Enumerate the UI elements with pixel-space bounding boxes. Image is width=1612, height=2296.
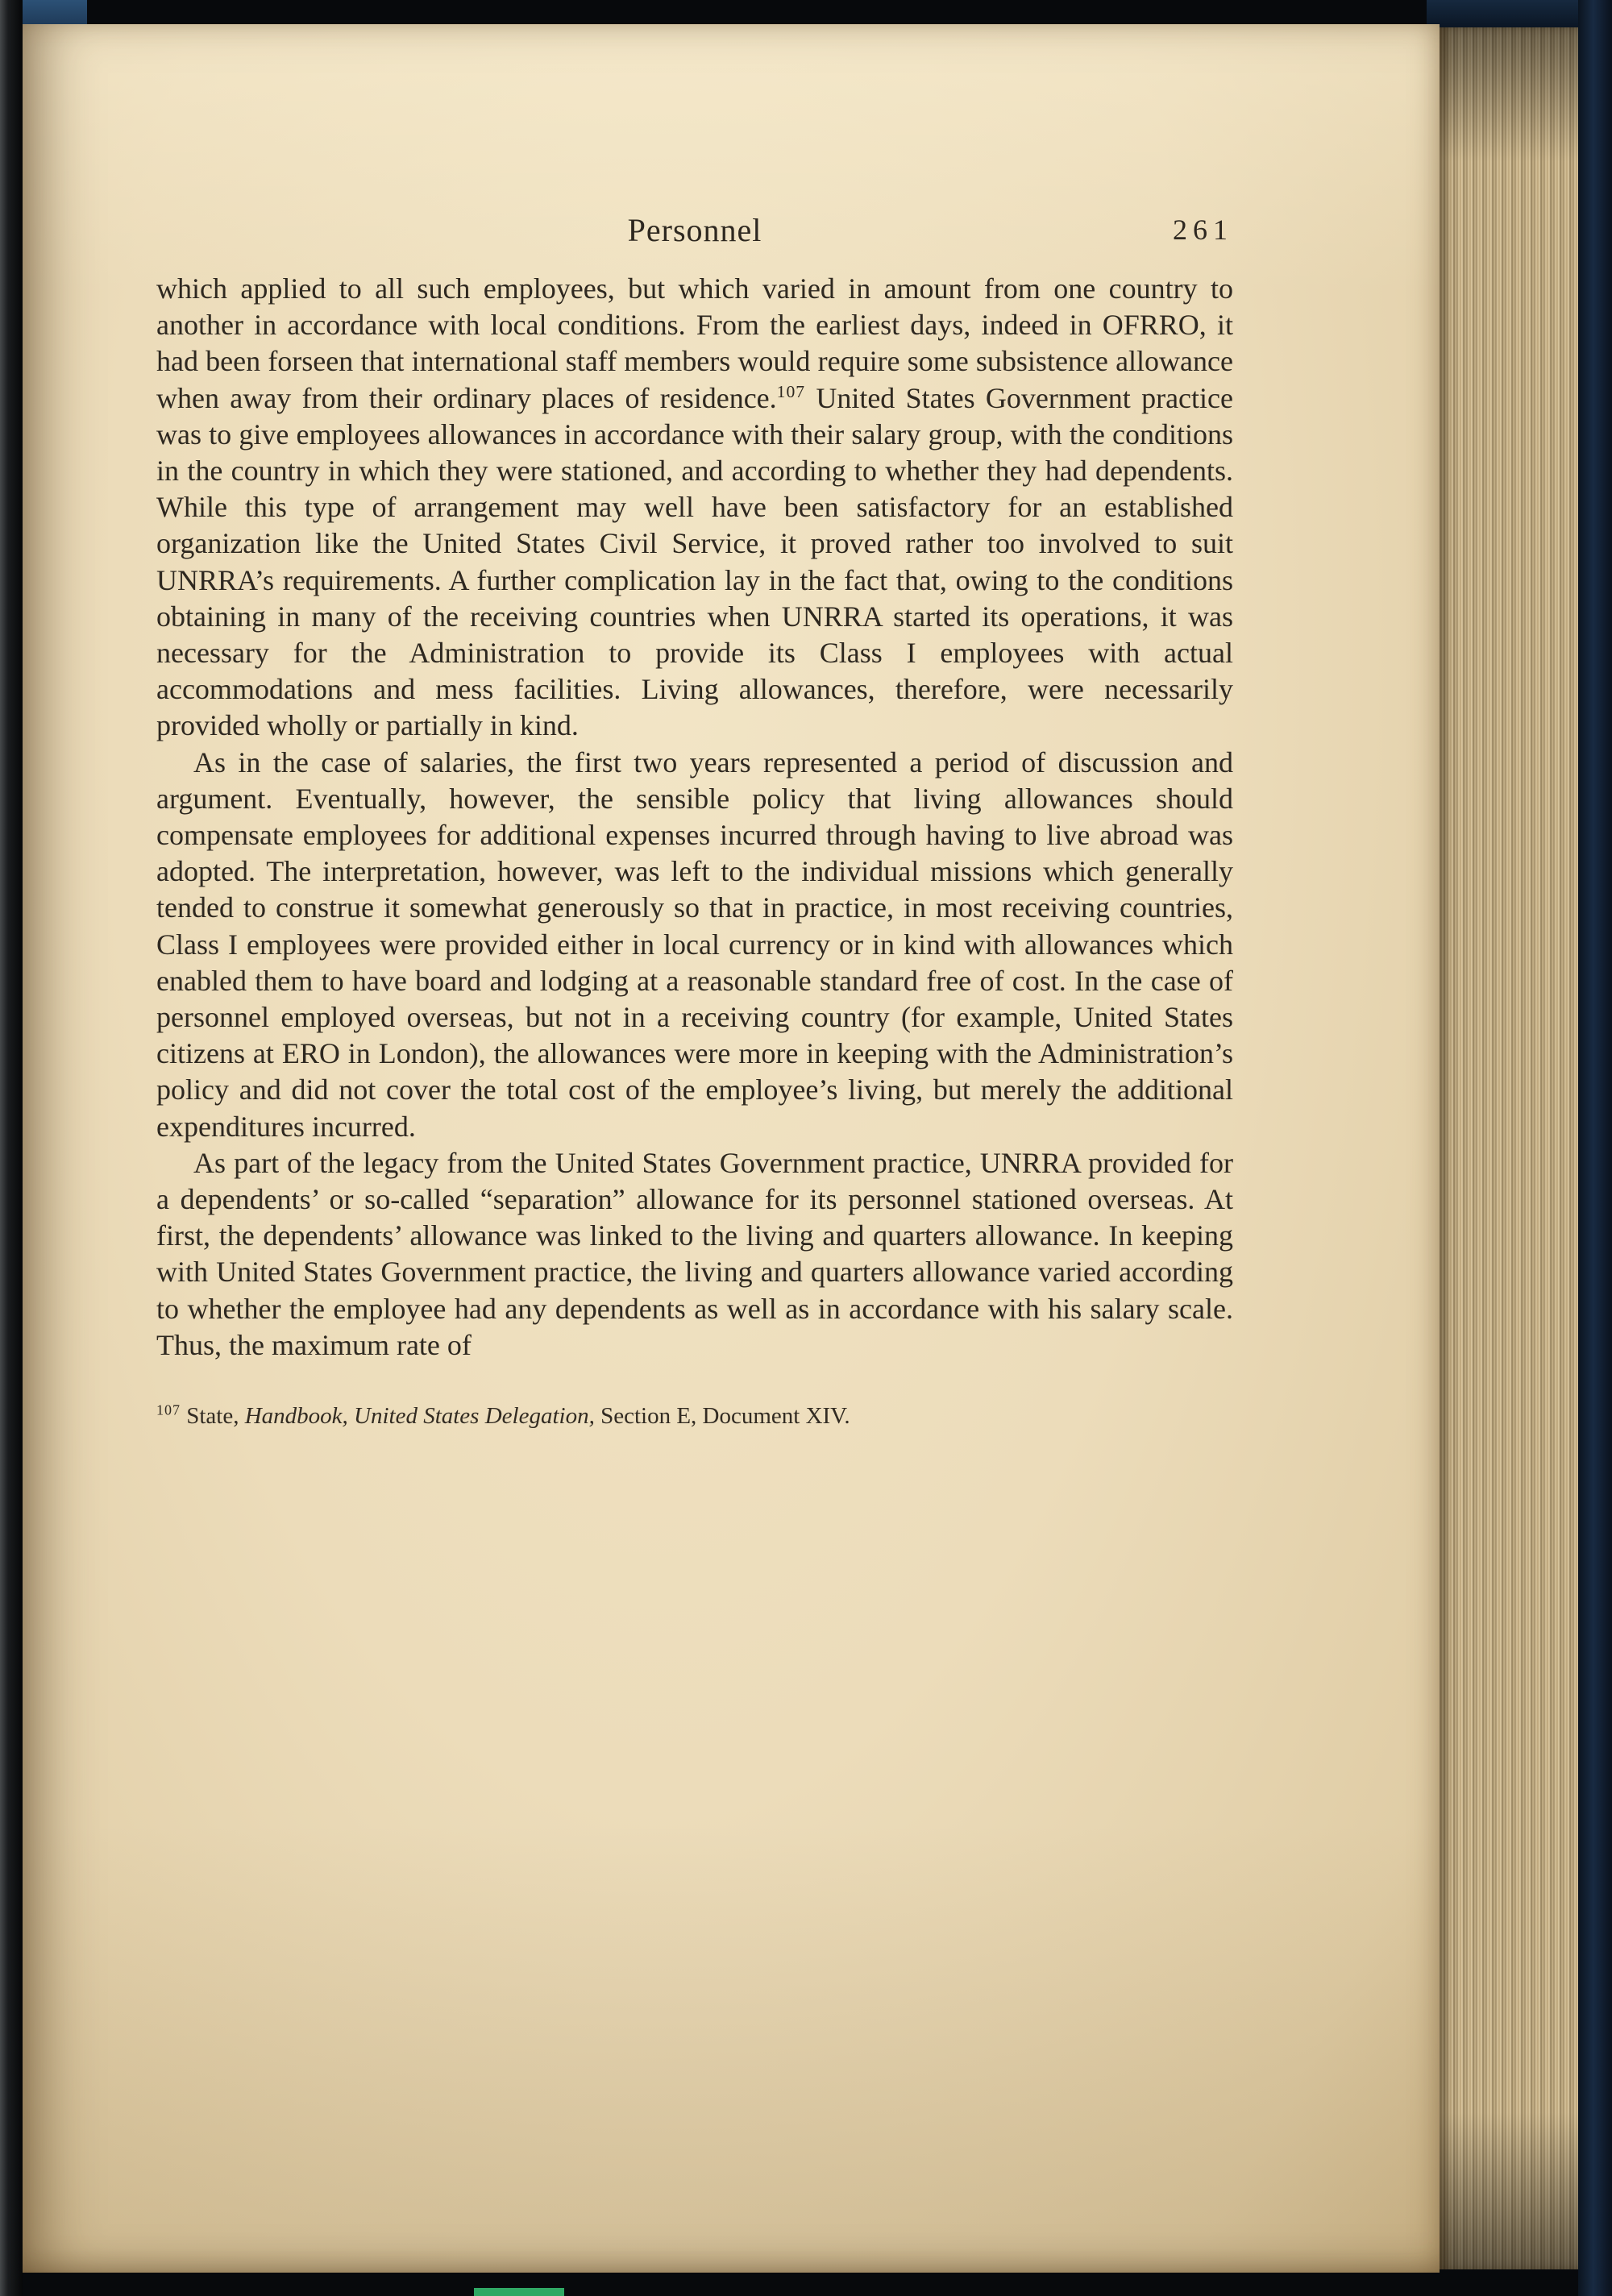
paragraph-1-text-b: United States Government practice was to give employees allowances in accordance with their salary group, with the conditions in the country in which they were stationed, and according to whether they had dependents. While this type of arrangement may well have been satisfactory for an established organization like the United States Civil Service, it proved rather too involved to suit UNRRA’s requirements. A further complication lay in the fact that, owing to the conditions obtaining in many of the receiving countries when UNRRA started its operations, it was necessary for the Administration to provide its Class I employees with actual accommodations and mess facilities. Living allowances, therefore, were necessarily provided wholly or partially in kind. — [156, 381, 1233, 742]
paragraph-2 — [156, 745, 1233, 1145]
footnote-reference-107: 107 — [776, 381, 806, 401]
paragraph-1-text-a: which applied to all such employees, but which varied in amount from one country to another in accordance with local conditions. From the earliest days, indeed in OFRRO, it had been forseen that international staff members would require some subsistence allowance when away from their ordinary places of residence. — [156, 272, 1233, 414]
book-fore-edge-pages — [1440, 27, 1578, 2269]
footnote-text-italic: Handbook, United States Delegation, — [244, 1403, 595, 1430]
page-header — [156, 211, 1233, 263]
page-number: 261 — [1173, 214, 1233, 246]
book-page — [23, 24, 1440, 2273]
book-cover-right — [1578, 0, 1612, 2296]
footnote-text-post: Section E, Document XIV. — [594, 1403, 850, 1430]
page-content — [156, 211, 1233, 1431]
book-binding-left — [0, 0, 23, 2296]
scan-artifact-green-strip — [474, 2288, 564, 2296]
running-head-title: Personnel — [627, 212, 762, 248]
footnote-text-pre: State, — [180, 1403, 245, 1430]
footnote-marker: 107 — [156, 1401, 181, 1418]
body-text — [156, 271, 1233, 1364]
paragraph-2-text: As in the case of salaries, the first two years represented a period of discussion and argument. Eventually, however, the sensible policy that living allowances should compensate employees for additional expenses incurred through having to live abroad was adopted. The interpretation, however, was left to the individual missions which generally tended to construe it somewhat generously so that in practice, in most receiving countries, Class I employees were provided either in local currency or in kind with allowances which enabled them to have board and lodging at a reasonable standard free of cost. In the case of personnel employed overseas, but not in a receiving country (for example, United States citizens at ERO in London), the allowances were more in keeping with the Administration’s policy and did not cover the total cost of the employee’s living, but merely the additional expenditures incurred. — [156, 745, 1233, 1143]
paragraph-1 — [156, 271, 1233, 745]
footnote — [156, 1401, 1233, 1431]
paragraph-3-text: As part of the legacy from the United States Government practice, UNRRA provided for a dependents’ or so-called “separation” allowance for its personnel stationed overseas. At first, the dependents’ allowance was linked to the living and quarters allowance. In keeping with United States Government practice, the living and quarters allowance varied according to whether the employee had any dependents as well as in accordance with his salary scale. Thus, the maximum rate of — [156, 1146, 1233, 1361]
paragraph-3 — [156, 1145, 1233, 1364]
